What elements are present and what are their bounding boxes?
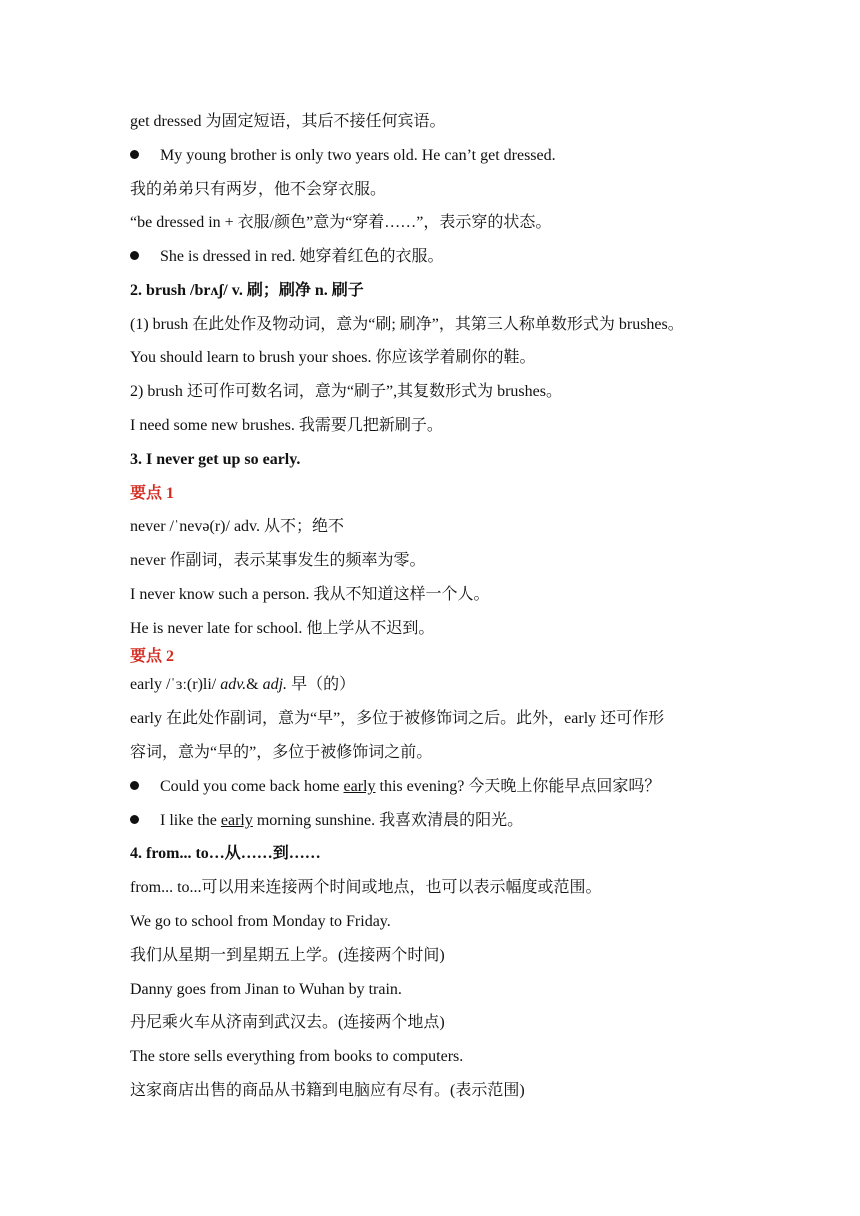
example-text: morning sunshine. 我喜欢清晨的阳光。	[252, 812, 524, 829]
text-line: get dressed 为固定短语，其后不接任何宾语。	[130, 113, 446, 130]
example-text: She is dressed in red. 她穿着红色的衣服。	[160, 248, 444, 265]
bullet-dot-icon	[130, 781, 139, 790]
text-line: 丹尼乘火车从济南到武汉去。(连接两个地点)	[130, 1014, 445, 1031]
text-line: “be dressed in + 衣服/颜色”意为“穿着……”，表示穿的状态。	[130, 214, 552, 231]
section-heading: 2. brush /brʌʃ/ v. 刷；刷净 n. 刷子	[130, 282, 364, 299]
example-text: Could you come back home	[160, 778, 344, 795]
pos-adv: adv.	[220, 676, 247, 693]
text-line: 这家商店出售的商品从书籍到电脑应有尽有。(表示范围)	[130, 1082, 525, 1099]
text-line: (1) brush 在此处作及物动词，意为“刷; 刷净”，其第三人称单数形式为 brushes。	[130, 316, 684, 333]
word-entry: early /ˈɜː(r)li/	[130, 676, 221, 693]
text-line: 我的弟弟只有两岁，他不会穿衣服。	[130, 181, 387, 198]
text-line: We go to school from Monday to Friday.	[130, 913, 391, 930]
text-line: I need some new brushes. 我需要几把新刷子。	[130, 417, 443, 434]
bullet-dot-icon	[130, 251, 139, 260]
text-line: Danny goes from Jinan to Wuhan by train.	[130, 981, 402, 998]
underlined-word: early	[220, 812, 253, 829]
pos-sep: &	[246, 676, 263, 693]
example-text: My young brother is only two years old. He can’t get dressed.	[160, 147, 556, 164]
text-line: I never know such a person. 我从不知道这样一个人。	[130, 586, 490, 603]
key-point-label: 要点 2	[130, 648, 175, 665]
text-line: He is never late for school. 他上学从不迟到。	[130, 620, 435, 637]
text-line: The store sells everything from books to computers.	[130, 1048, 464, 1065]
pos-adj: adj.	[262, 676, 288, 693]
underlined-word: early	[343, 778, 376, 795]
text-line	[130, 675, 355, 695]
text-line: never 作副词，表示某事发生的频率为零。	[130, 552, 426, 569]
text-line: from... to...可以用来连接两个时间或地点，也可以表示幅度或范围。	[130, 879, 602, 896]
bullet-dot-icon	[130, 150, 139, 159]
section-heading: 3. I never get up so early.	[130, 451, 301, 468]
text-line: early 在此处作副词，意为“早”，多位于被修饰词之后。此外，early 还可作形	[130, 710, 665, 727]
example-text: I like the	[160, 812, 221, 829]
bullet-example	[130, 247, 444, 267]
bullet-example	[130, 811, 523, 831]
key-point-label: 要点 1	[130, 485, 175, 502]
text-line: 我们从星期一到星期五上学。(连接两个时间)	[130, 947, 445, 964]
bullet-example	[130, 777, 660, 797]
word-meaning: 早（的）	[287, 676, 356, 693]
section-heading: 4. from... to…从……到……	[130, 845, 321, 862]
text-line: never /ˈnevə(r)/ adv. 从不；绝不	[130, 518, 345, 535]
text-line: 2) brush 还可作可数名词，意为“刷子”,其复数形式为 brushes。	[130, 383, 562, 400]
example-text: this evening? 今天晚上你能早点回家吗？	[375, 778, 661, 795]
text-line: You should learn to brush your shoes. 你应该学着刷你的鞋。	[130, 349, 536, 366]
bullet-example	[130, 146, 556, 166]
bullet-dot-icon	[130, 815, 139, 824]
text-line: 容词，意为“早的”，多位于被修饰词之前。	[130, 744, 433, 761]
